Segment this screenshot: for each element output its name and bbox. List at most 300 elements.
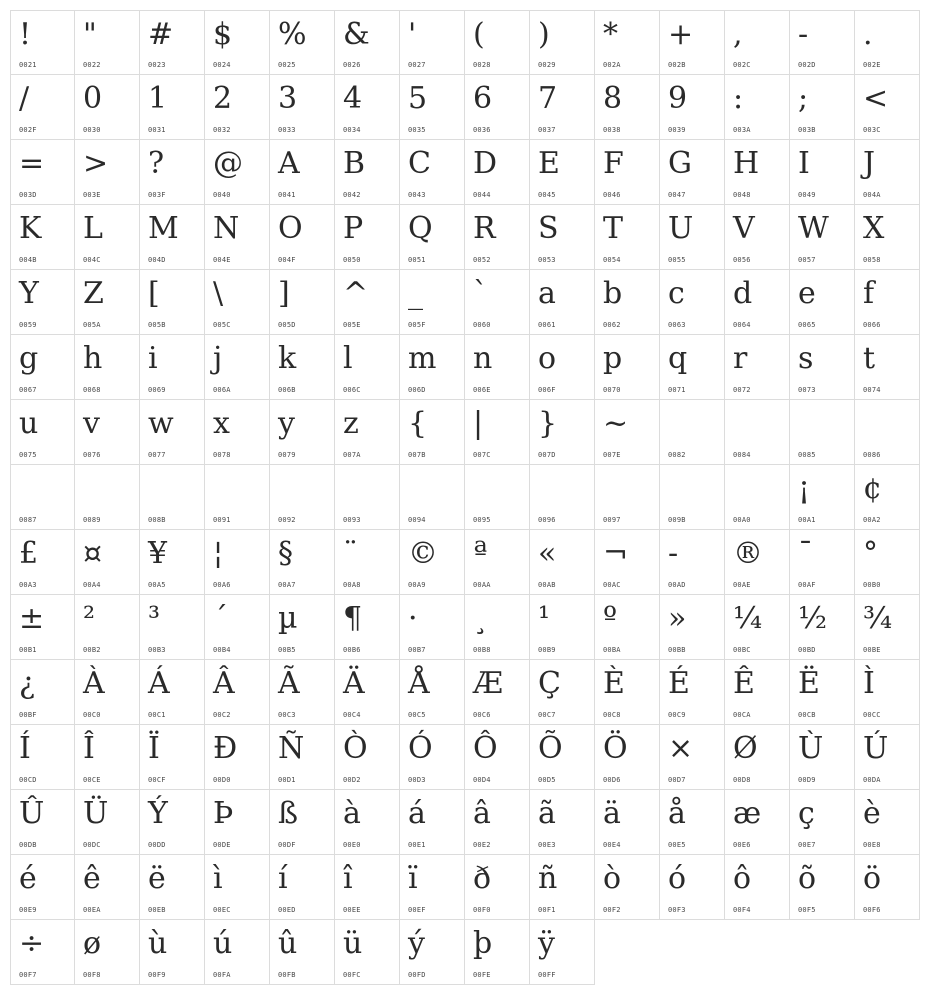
glyph-codepoint-label: 00DB: [19, 841, 37, 849]
glyph-codepoint-label: 00EE: [343, 906, 361, 914]
glyph-codepoint-label: 00E1: [408, 841, 426, 849]
glyph-character: i: [148, 341, 158, 376]
glyph-codepoint-label: 00F1: [538, 906, 556, 914]
glyph-codepoint-label: 002B: [668, 61, 686, 69]
glyph-cell: [595, 530, 660, 595]
glyph-character: é: [19, 861, 37, 896]
glyph-cell: [855, 855, 920, 920]
glyph-character: Ë: [798, 666, 820, 701]
glyph-cell: [660, 270, 725, 335]
glyph-cell: [205, 205, 270, 270]
glyph-codepoint-label: 0064: [733, 321, 751, 329]
glyph-codepoint-label: 00E6: [733, 841, 751, 849]
glyph-codepoint-label: 00A3: [19, 581, 37, 589]
glyph-character: @: [213, 146, 243, 181]
glyph-codepoint-label: 0051: [408, 256, 426, 264]
glyph-codepoint-label: 00C5: [408, 711, 426, 719]
glyph-codepoint-label: 00D7: [668, 776, 686, 784]
glyph-character: p: [603, 341, 623, 376]
glyph-codepoint-label: 00C3: [278, 711, 296, 719]
glyph-cell: [10, 465, 75, 530]
glyph-character: Û: [19, 796, 45, 831]
glyph-character: ä: [603, 796, 621, 831]
glyph-character: ç: [798, 796, 815, 831]
glyph-codepoint-label: 0086: [863, 451, 881, 459]
glyph-character: Þ: [213, 796, 234, 831]
glyph-cell: [400, 10, 465, 75]
glyph-character: Õ: [538, 731, 563, 766]
glyph-character: Â: [213, 666, 235, 701]
glyph-codepoint-label: 00AA: [473, 581, 491, 589]
glyph-codepoint-label: 00F5: [798, 906, 816, 914]
glyph-cell: [400, 140, 465, 205]
glyph-character: M: [148, 211, 179, 246]
glyph-cell: [725, 75, 790, 140]
glyph-cell: [855, 465, 920, 530]
glyph-character: Å: [408, 666, 430, 701]
glyph-cell: [205, 725, 270, 790]
glyph-cell: [530, 790, 595, 855]
glyph-codepoint-label: 002C: [733, 61, 751, 69]
glyph-codepoint-label: 00C6: [473, 711, 491, 719]
glyph-cell: [790, 465, 855, 530]
glyph-character: \: [213, 276, 224, 311]
glyph-cell: [205, 920, 270, 985]
glyph-codepoint-label: 0033: [278, 126, 296, 134]
glyph-codepoint-label: 005C: [213, 321, 231, 329]
glyph-cell: [725, 10, 790, 75]
glyph-codepoint-label: 0095: [473, 516, 491, 524]
glyph-character: n: [473, 341, 493, 376]
glyph-codepoint-label: 0042: [343, 191, 361, 199]
glyph-cell: [140, 75, 205, 140]
glyph-cell: [335, 400, 400, 465]
glyph-cell: [10, 75, 75, 140]
glyph-character: h: [83, 341, 103, 376]
glyph-codepoint-label: 00B4: [213, 646, 231, 654]
glyph-character: T: [603, 211, 624, 246]
glyph-character: e: [798, 276, 816, 311]
glyph-character: ì: [213, 861, 223, 896]
glyph-codepoint-label: 00BE: [863, 646, 881, 654]
glyph-character: c: [668, 276, 685, 311]
glyph-codepoint-label: 002A: [603, 61, 621, 69]
glyph-codepoint-label: 003D: [19, 191, 37, 199]
glyph-character: õ: [798, 861, 817, 896]
glyph-codepoint-label: 00D5: [538, 776, 556, 784]
glyph-codepoint-label: 007E: [603, 451, 621, 459]
glyph-cell: [530, 335, 595, 400]
glyph-codepoint-label: 0058: [863, 256, 881, 264]
glyph-codepoint-label: 00E0: [343, 841, 361, 849]
glyph-character: Ñ: [278, 731, 305, 766]
glyph-codepoint-label: 00A2: [863, 516, 881, 524]
glyph-cell: [660, 75, 725, 140]
glyph-cell: [270, 465, 335, 530]
glyph-codepoint-label: 00DA: [863, 776, 881, 784]
glyph-character: Ê: [733, 666, 755, 701]
glyph-cell: [400, 270, 465, 335]
glyph-cell: [10, 270, 75, 335]
glyph-codepoint-label: 003C: [863, 126, 881, 134]
glyph-cell: [75, 400, 140, 465]
glyph-character: ï: [408, 861, 418, 896]
glyph-cell: [270, 75, 335, 140]
glyph-codepoint-label: 0048: [733, 191, 751, 199]
glyph-character: ß: [278, 796, 299, 831]
glyph-codepoint-label: 00C0: [83, 711, 101, 719]
glyph-cell: [205, 660, 270, 725]
glyph-codepoint-label: 0050: [343, 256, 361, 264]
glyph-codepoint-label: 005E: [343, 321, 361, 329]
glyph-character: ²: [83, 601, 96, 636]
glyph-cell: [855, 595, 920, 660]
glyph-codepoint-label: 003E: [83, 191, 101, 199]
glyph-cell: [725, 595, 790, 660]
glyph-codepoint-label: 00B0: [863, 581, 881, 589]
glyph-codepoint-label: 00AD: [668, 581, 686, 589]
glyph-character: ý: [408, 926, 425, 961]
glyph-cell: [465, 465, 530, 530]
glyph-cell: [790, 270, 855, 335]
glyph-character: ½: [798, 601, 828, 636]
glyph-codepoint-label: 00C2: [213, 711, 231, 719]
glyph-cell: [465, 140, 530, 205]
glyph-cell: [10, 725, 75, 790]
glyph-character: Ö: [603, 731, 628, 766]
glyph-cell: [790, 855, 855, 920]
glyph-cell: [205, 140, 270, 205]
glyph-cell: [140, 790, 205, 855]
glyph-cell: [530, 465, 595, 530]
glyph-character: ×: [668, 731, 694, 766]
glyph-cell: [270, 140, 335, 205]
glyph-codepoint-label: 007A: [343, 451, 361, 459]
glyph-cell: [140, 400, 205, 465]
glyph-character: ð: [473, 861, 492, 896]
glyph-cell: [790, 335, 855, 400]
glyph-cell: [270, 335, 335, 400]
glyph-cell: [530, 595, 595, 660]
glyph-character: |: [473, 406, 484, 441]
glyph-character: î: [343, 861, 353, 896]
glyph-cell: [530, 725, 595, 790]
glyph-cell: [400, 920, 465, 985]
glyph-cell: [140, 140, 205, 205]
glyph-codepoint-label: 0069: [148, 386, 166, 394]
glyph-codepoint-label: 0036: [473, 126, 491, 134]
glyph-codepoint-label: 00F8: [83, 971, 101, 979]
glyph-codepoint-label: 00FF: [538, 971, 556, 979]
glyph-character: Ý: [148, 796, 168, 831]
glyph-cell: [10, 660, 75, 725]
glyph-codepoint-label: 00FC: [343, 971, 361, 979]
glyph-codepoint-label: 003F: [148, 191, 166, 199]
glyph-cell: [465, 10, 530, 75]
glyph-character: ~: [603, 406, 629, 441]
glyph-cell: [75, 205, 140, 270]
glyph-character: æ: [733, 796, 762, 831]
glyph-cell: [140, 920, 205, 985]
glyph-codepoint-label: 003B: [798, 126, 816, 134]
glyph-codepoint-label: 00D1: [278, 776, 296, 784]
glyph-cell: [205, 335, 270, 400]
glyph-character: G: [668, 146, 692, 181]
glyph-cell: [660, 855, 725, 920]
glyph-cell: [400, 725, 465, 790]
glyph-codepoint-label: 00DD: [148, 841, 166, 849]
glyph-codepoint-label: 00EA: [83, 906, 101, 914]
glyph-character: È: [603, 666, 625, 701]
glyph-cell: [725, 400, 790, 465]
glyph-character: #: [148, 17, 174, 52]
glyph-character: t: [863, 341, 876, 376]
glyph-cell: [140, 10, 205, 75]
glyph-cell: [660, 530, 725, 595]
glyph-character: I: [798, 146, 810, 181]
glyph-cell: [10, 205, 75, 270]
glyph-cell: [400, 205, 465, 270]
glyph-character: þ: [473, 926, 493, 961]
glyph-codepoint-label: 0079: [278, 451, 296, 459]
glyph-character: *: [603, 17, 618, 52]
glyph-character: u: [19, 406, 39, 441]
glyph-cell: [725, 205, 790, 270]
glyph-character: !: [19, 17, 32, 52]
glyph-cell: [530, 660, 595, 725]
glyph-cell: [270, 530, 335, 595]
glyph-codepoint-label: 00FB: [278, 971, 296, 979]
glyph-codepoint-label: 006B: [278, 386, 296, 394]
glyph-character: ]: [278, 276, 290, 311]
glyph-codepoint-label: 0062: [603, 321, 621, 329]
glyph-cell: [595, 855, 660, 920]
glyph-codepoint-label: 0070: [603, 386, 621, 394]
glyph-codepoint-label: 00BF: [19, 711, 37, 719]
glyph-character: ¡: [798, 471, 811, 506]
glyph-character: O: [278, 211, 303, 246]
glyph-character: %: [278, 17, 307, 52]
glyph-codepoint-label: 0075: [19, 451, 37, 459]
glyph-codepoint-label: 00F4: [733, 906, 751, 914]
glyph-character: 7: [538, 81, 558, 116]
glyph-character: W: [798, 211, 829, 246]
glyph-cell: [75, 855, 140, 920]
glyph-cell: [465, 75, 530, 140]
glyph-cell: [205, 465, 270, 530]
glyph-character: É: [668, 666, 690, 701]
glyph-character: ¹: [538, 601, 551, 636]
glyph-codepoint-label: 00A7: [278, 581, 296, 589]
glyph-cell: [855, 10, 920, 75]
glyph-codepoint-label: 005A: [83, 321, 101, 329]
glyph-codepoint-label: 004F: [278, 256, 296, 264]
glyph-cell: [790, 595, 855, 660]
glyph-character: ¸: [473, 601, 488, 636]
glyph-cell: [270, 855, 335, 920]
glyph-cell: [335, 855, 400, 920]
glyph-character: U: [668, 211, 694, 246]
glyph-cell: [270, 790, 335, 855]
glyph-character: Y: [19, 276, 39, 311]
glyph-codepoint-label: 00AE: [733, 581, 751, 589]
glyph-cell: [205, 10, 270, 75]
glyph-codepoint-label: 0053: [538, 256, 556, 264]
glyph-character: ¬: [603, 536, 629, 571]
glyph-codepoint-label: 0044: [473, 191, 491, 199]
glyph-character: Ó: [408, 731, 433, 766]
glyph-character: ó: [668, 861, 687, 896]
glyph-cell: [140, 660, 205, 725]
glyph-character: ò: [603, 861, 622, 896]
glyph-character: £: [19, 536, 39, 571]
glyph-codepoint-label: 0032: [213, 126, 231, 134]
glyph-cell: [465, 725, 530, 790]
glyph-character: »: [668, 601, 687, 636]
glyph-cell: [595, 10, 660, 75]
glyph-character: Ú: [863, 731, 889, 766]
glyph-character: }: [538, 406, 558, 441]
glyph-cell: [725, 725, 790, 790]
glyph-cell: [140, 465, 205, 530]
glyph-character: C: [408, 146, 431, 181]
glyph-codepoint-label: 00C8: [603, 711, 621, 719]
glyph-cell: [790, 530, 855, 595]
glyph-codepoint-label: 0073: [798, 386, 816, 394]
glyph-cell: [10, 400, 75, 465]
glyph-character: H: [733, 146, 760, 181]
glyph-character: Ô: [473, 731, 498, 766]
glyph-codepoint-label: 00D0: [213, 776, 231, 784]
glyph-character: Ä: [343, 666, 365, 701]
glyph-cell: [660, 400, 725, 465]
glyph-codepoint-label: 0041: [278, 191, 296, 199]
glyph-codepoint-label: 00EB: [148, 906, 166, 914]
glyph-cell: [530, 205, 595, 270]
glyph-character: a: [538, 276, 556, 311]
glyph-character: `: [473, 276, 488, 311]
glyph-character: ): [538, 17, 550, 52]
glyph-character: f: [863, 276, 875, 311]
glyph-character: º: [603, 601, 618, 636]
glyph-codepoint-label: 0038: [603, 126, 621, 134]
glyph-character: Ã: [278, 666, 300, 701]
glyph-codepoint-label: 0029: [538, 61, 556, 69]
glyph-codepoint-label: 00B3: [148, 646, 166, 654]
glyph-character: [: [148, 276, 160, 311]
glyph-cell: [400, 660, 465, 725]
glyph-character: Í: [19, 731, 31, 766]
glyph-cell: [400, 335, 465, 400]
glyph-codepoint-label: 006A: [213, 386, 231, 394]
glyph-cell: [10, 335, 75, 400]
glyph-character: Q: [408, 211, 433, 246]
glyph-codepoint-label: 00DE: [213, 841, 231, 849]
glyph-character: F: [603, 146, 624, 181]
glyph-codepoint-label: 00F6: [863, 906, 881, 914]
glyph-codepoint-label: 0092: [278, 516, 296, 524]
glyph-cell: [140, 530, 205, 595]
glyph-codepoint-label: 0054: [603, 256, 621, 264]
glyph-character: ö: [863, 861, 882, 896]
glyph-character: +: [668, 17, 694, 52]
glyph-codepoint-label: 00EC: [213, 906, 231, 914]
glyph-codepoint-label: 005D: [278, 321, 296, 329]
glyph-character: À: [83, 666, 105, 701]
glyph-codepoint-label: 004D: [148, 256, 166, 264]
glyph-character: J: [863, 146, 876, 181]
glyph-cell: [75, 10, 140, 75]
glyph-character: v: [83, 406, 100, 441]
glyph-codepoint-label: 006D: [408, 386, 426, 394]
glyph-character: ù: [148, 926, 168, 961]
glyph-cell: [75, 270, 140, 335]
glyph-character: V: [733, 211, 755, 246]
glyph-codepoint-label: 0059: [19, 321, 37, 329]
glyph-cell: [790, 75, 855, 140]
glyph-codepoint-label: 0067: [19, 386, 37, 394]
glyph-character: Ì: [863, 666, 875, 701]
glyph-character: ": [83, 17, 97, 52]
glyph-codepoint-label: 00DC: [83, 841, 101, 849]
glyph-character: ÿ: [538, 926, 555, 961]
glyph-cell: [205, 855, 270, 920]
glyph-character: Æ: [473, 666, 504, 701]
glyph-cell: [140, 725, 205, 790]
glyph-cell: [660, 595, 725, 660]
glyph-codepoint-label: 00CC: [863, 711, 881, 719]
glyph-character: w: [148, 406, 174, 441]
glyph-cell: [75, 75, 140, 140]
glyph-codepoint-label: 00BB: [668, 646, 686, 654]
glyph-character: y: [278, 406, 295, 441]
glyph-codepoint-label: 00F3: [668, 906, 686, 914]
glyph-cell: [855, 725, 920, 790]
glyph-codepoint-label: 00A0: [733, 516, 751, 524]
glyph-cell: [335, 75, 400, 140]
glyph-cell: [335, 270, 400, 335]
glyph-codepoint-label: 0089: [83, 516, 101, 524]
glyph-codepoint-label: 00E8: [863, 841, 881, 849]
glyph-character: E: [538, 146, 560, 181]
glyph-character: ¶: [343, 601, 363, 636]
glyph-cell: [10, 10, 75, 75]
glyph-codepoint-label: 0047: [668, 191, 686, 199]
glyph-codepoint-label: 00AC: [603, 581, 621, 589]
glyph-codepoint-label: 007D: [538, 451, 556, 459]
glyph-cell: [465, 335, 530, 400]
glyph-codepoint-label: 0094: [408, 516, 426, 524]
glyph-character: b: [603, 276, 623, 311]
glyph-character: X: [863, 211, 885, 246]
glyph-codepoint-label: 0066: [863, 321, 881, 329]
glyph-character: Ü: [83, 796, 109, 831]
glyph-codepoint-label: 005F: [408, 321, 426, 329]
glyph-codepoint-label: 0052: [473, 256, 491, 264]
glyph-character: ¢: [863, 471, 883, 506]
glyph-cell: [725, 530, 790, 595]
glyph-cell: [270, 270, 335, 335]
glyph-cell: [595, 465, 660, 530]
glyph-cell: [75, 920, 140, 985]
glyph-codepoint-label: 0045: [538, 191, 556, 199]
glyph-cell: [10, 530, 75, 595]
glyph-codepoint-label: 00A5: [148, 581, 166, 589]
glyph-codepoint-label: 0040: [213, 191, 231, 199]
glyph-cell: [400, 595, 465, 660]
glyph-character: P: [343, 211, 364, 246]
glyph-character: ÷: [19, 926, 45, 961]
